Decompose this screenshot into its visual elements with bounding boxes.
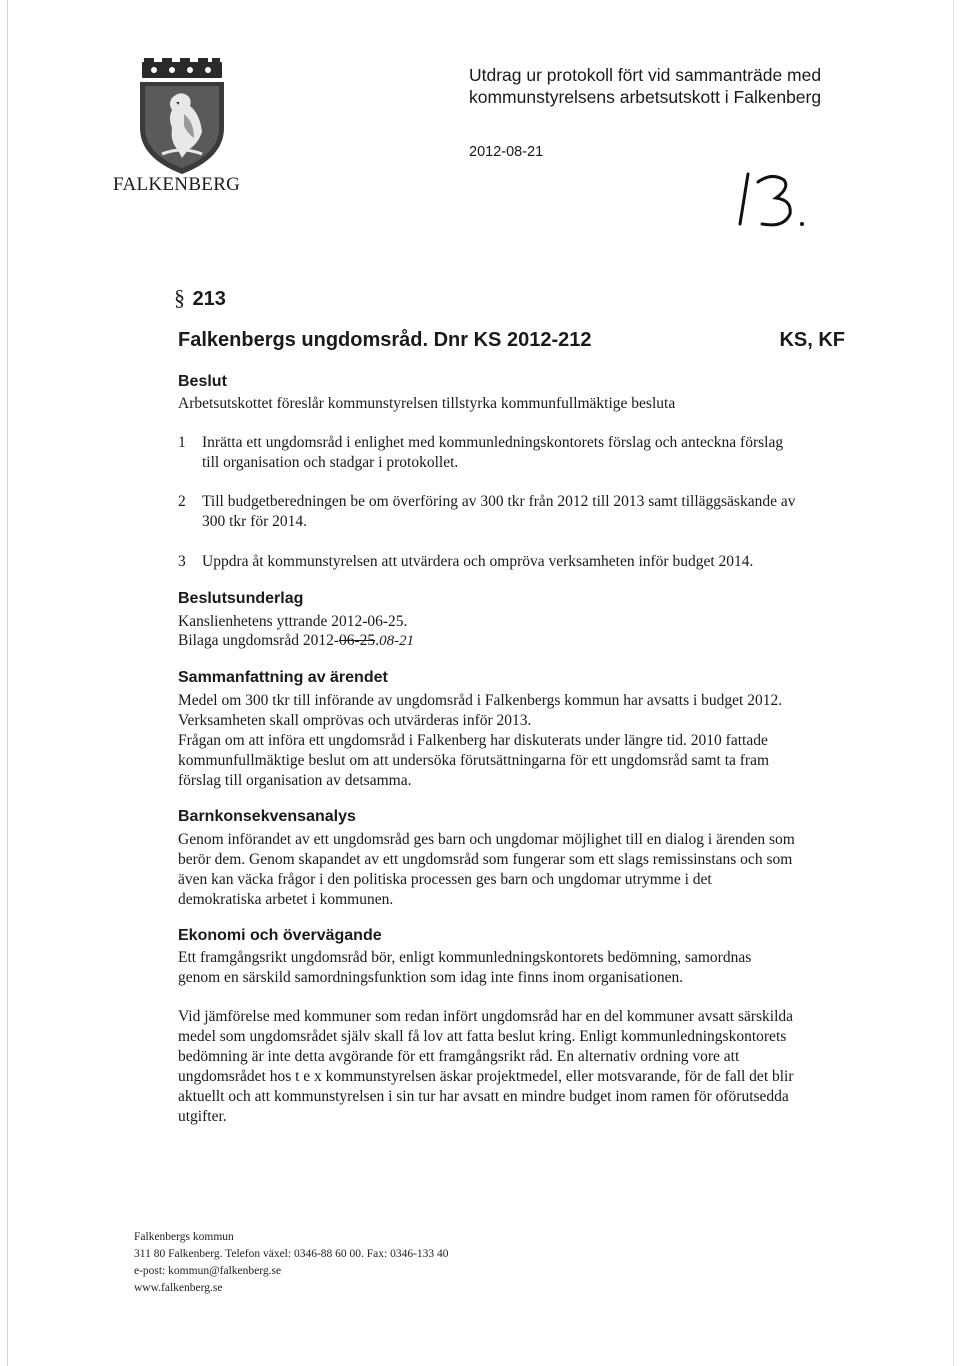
barnkonsekvensanalys-line-2: berör dem. Genom skapandet av ett ungdomsråd som fungerar som ett slags remissinstans och som	[178, 851, 793, 868]
scan-edge-left	[7, 0, 8, 1366]
ekonomi-heading: Ekonomi och övervägande	[178, 927, 382, 944]
beslutsunderlag-line-2-prefix: Bilaga ungdomsråd 2012-	[178, 632, 340, 649]
scan-edge-right	[953, 0, 954, 1366]
paragraph-number-value: 213	[192, 288, 226, 310]
beslut-item-1-line-2: till organisation och stadgar i protokollet.	[202, 454, 459, 471]
case-title: Falkenbergs ungdomsråd. Dnr KS 2012-212	[178, 329, 592, 351]
barnkonsekvensanalys-heading: Barnkonsekvensanalys	[178, 808, 356, 825]
handwritten-page-number	[728, 170, 818, 230]
struck-date: 06-25	[339, 632, 376, 649]
falkenberg-coat-of-arms-logo	[132, 58, 232, 178]
beslutsunderlag-line-1: Kanslienhetens yttrande 2012-06-25.	[178, 613, 408, 630]
beslut-intro: Arbetsutskottet föreslår kommunstyrelsen tillstyrka kommunfullmäktige besluta	[178, 395, 676, 412]
footer-email: e-post: kommun@falkenberg.se	[134, 1265, 282, 1277]
protocol-title-line-1: Utdrag ur protokoll fört vid sammanträde med	[469, 65, 822, 85]
ekonomi-para1-line-2: genom en särskild samordningsfunktion som idag inte finns inom organisationen.	[178, 969, 684, 986]
sammanfattning-heading: Sammanfattning av ärendet	[178, 669, 388, 686]
ekonomi-para2-line-5: aktuellt och att kommunstyrelsen i sin tur har avsatt en mindre budget inom ramen för oförutsedda	[178, 1088, 789, 1105]
footer-org-name: Falkenbergs kommun	[134, 1231, 234, 1243]
beslutsunderlag-line-2-suffix: .	[375, 632, 380, 649]
ekonomi-para2-line-4: ungdomsrådet hos t e x kommunstyrelsen äskar projektmedel, eller motsvarande, för de fall det blir	[178, 1068, 794, 1085]
beslutsunderlag-heading: Beslutsunderlag	[178, 590, 304, 607]
beslut-item-3-line-1: Uppdra åt kommunstyrelsen att utvärdera och ompröva verksamheten inför budget 2014.	[202, 553, 754, 570]
sammanfattning-line-5: förslag till organisation av detsamma.	[178, 772, 412, 789]
beslut-item-2-number: 2	[178, 493, 186, 510]
ekonomi-para2-line-6: utgifter.	[178, 1108, 227, 1125]
recipients: KS, KF	[779, 329, 845, 351]
barnkonsekvensanalys-line-1: Genom införandet av ett ungdomsråd ges barn och ungdomar möjlighet till en dialog i ärenden som	[178, 831, 795, 848]
footer-website: www.falkenberg.se	[134, 1282, 223, 1294]
section-sign: §	[174, 285, 185, 310]
ekonomi-para2-line-2: medel som ungdomsrådet själv skall få lov att fatta beslut kring. Enligt kommunledningskontorets	[178, 1028, 787, 1045]
beslutsunderlag-line-2	[178, 631, 858, 651]
beslut-item-2-line-2: 300 tkr för 2014.	[202, 513, 308, 530]
beslut-item-1-line-1: Inrätta ett ungdomsråd i enlighet med kommunledningskontorets förslag och anteckna förslag	[202, 434, 784, 451]
ekonomi-para2-line-3: bedömning är inte detta avgörande för ett framgångsrikt råd. En alternativ ordning vore att	[178, 1048, 740, 1065]
barnkonsekvensanalys-line-3: även kan väcka frågor i den politiska processen ges barn och ungdomar utrymme i det	[178, 871, 712, 888]
footer-address	[134, 1229, 449, 1297]
handwritten-correction-date: 08-21	[379, 633, 415, 649]
paragraph-number	[174, 285, 226, 311]
footer-postal-phone: 311 80 Falkenberg. Telefon växel: 0346-88 60 00. Fax: 0346-133 40	[134, 1248, 449, 1260]
sammanfattning-line-4: kommunfullmäktige beslut om att undersöka förutsättningarna för ett ungdomsråd samt ta fram	[178, 752, 770, 769]
barnkonsekvensanalys-line-4: demokratiska arbetet i kommunen.	[178, 891, 394, 908]
beslut-item-3-number: 3	[178, 553, 186, 570]
ekonomi-para1-line-1: Ett framgångsrikt ungdomsråd bör, enligt kommunledningskontorets bedömning, samordnas	[178, 949, 752, 966]
beslut-heading: Beslut	[178, 373, 227, 390]
ekonomi-para2-line-1: Vid jämförelse med kommuner som redan infört ungdomsråd har en del kommuner avsatt särskilda	[178, 1008, 794, 1025]
sammanfattning-line-3: Frågan om att införa ett ungdomsråd i Falkenberg har diskuterats under längre tid. 2010 fattade	[178, 732, 768, 749]
meeting-date: 2012-08-21	[469, 144, 544, 160]
protocol-title-line-2: kommunstyrelsens arbetsutskott i Falkenberg	[469, 87, 822, 107]
sammanfattning-line-1: Medel om 300 tkr till införande av ungdomsråd i Falkenbergs kommun har avsatts i budget 2012.	[178, 692, 783, 709]
sammanfattning-line-2: Verksamheten skall omprövas och utvärderas inför 2013.	[178, 712, 532, 729]
municipality-name: FALKENBERG	[113, 174, 241, 195]
beslut-item-1-number: 1	[178, 434, 186, 451]
beslut-item-2-line-1: Till budgetberedningen be om överföring av 300 tkr från 2012 till 2013 samt tilläggsäskande av	[202, 493, 796, 510]
